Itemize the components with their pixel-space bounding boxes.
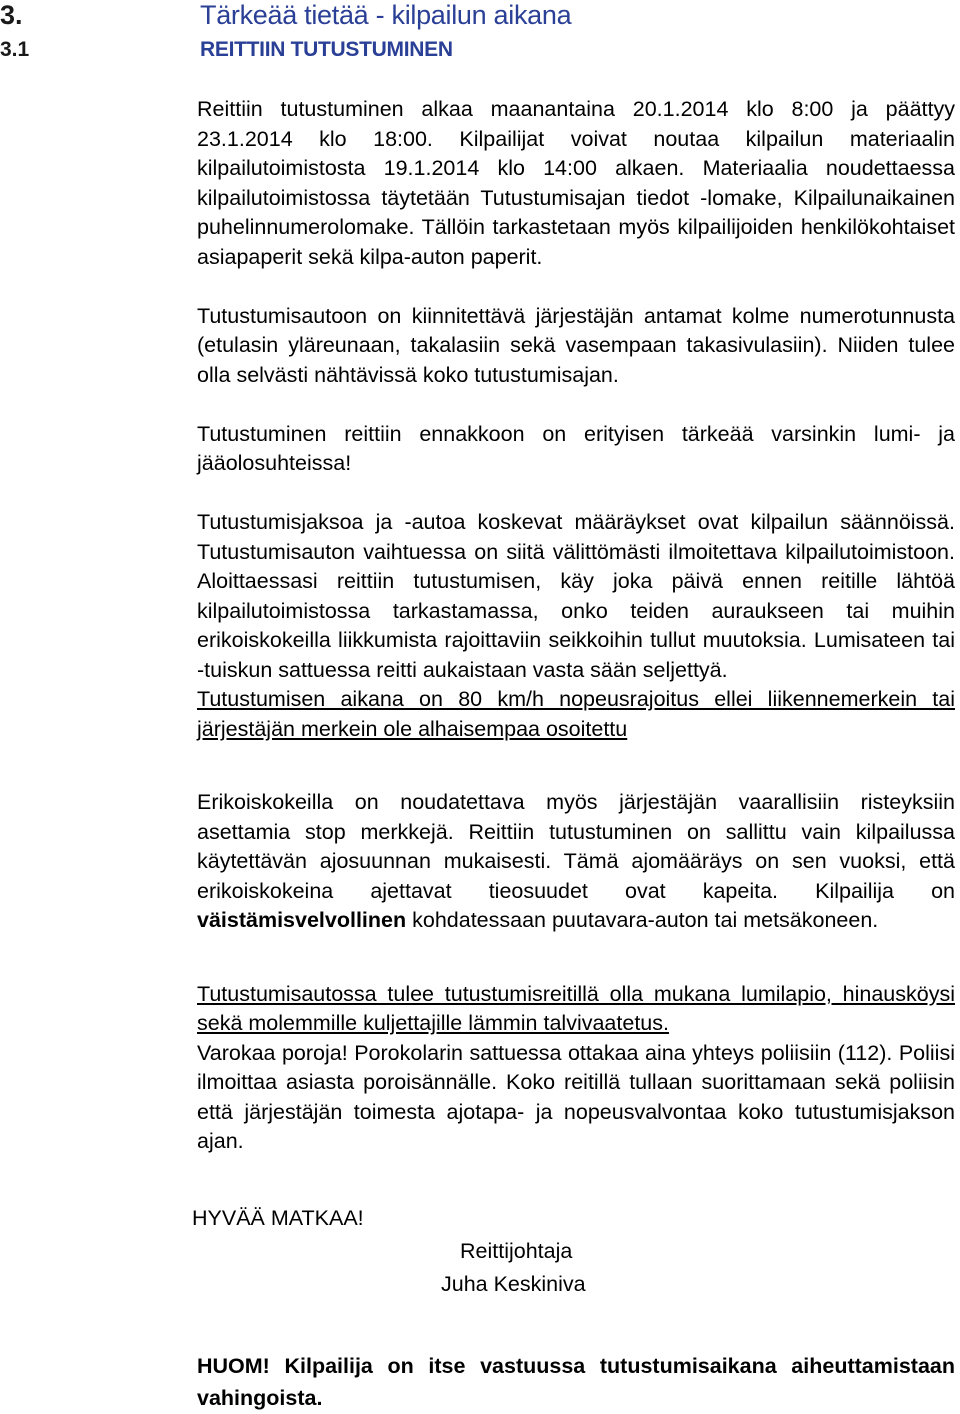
body-content (197, 95, 955, 1157)
paragraph-speed-limit: Tutustumisen aikana on 80 km/h nopeusrajoitus ellei liikennemerkein tai järjestäjän merkein ole alhaisempaa osoitettu (197, 687, 955, 741)
paragraph-equipment: Tutustumisautossa tulee tutustumisreitillä olla mukana lumilapio, hinausköysi sekä molemmille kuljettajille lämmin talvivaatetus. (197, 981, 955, 1035)
paragraph-special-stages-text: Erikoiskokeilla on noudatettava myös järjestäjän vaarallisiin risteyksiin asettamia stop merkkejä. Reittiin tutustuminen on sallittu vain kilpailussa käytettävän ajosuunnan mukaisesti. Tämä ajomääräys on sen vuoksi, että erikoiskokeina ajettavat tieosuudet ovat kapeita. Kilpailija on (197, 790, 955, 903)
liability-notice: HUOM! Kilpailija on itse vastuussa tutustumisaikana aiheuttamistaan vahingoista. (197, 1353, 955, 1410)
paragraph-special-stages-end: kohdatessaan puutavara-auton tai metsäkoneen. (406, 908, 879, 932)
paragraph-reindeer: Varokaa poroja! Porokolarin sattuessa ottakaa aina yhteys poliisiin (112). Poliisi ilmoittaa asiasta poroisännälle. Koko reitillä tullaan suorittamaan sekä poliisin että järjestäjän toimesta ajotapa- ja nopeusvalvontaa koko tutustumisjakson ajan. (197, 1040, 955, 1153)
paragraph-rules: Tutustumisjaksoa ja -autoa koskevat määräykset ovat kilpailun säännöissä. Tutustumisauton vaihtuessa on siitä välittömästi ilmoitettava kilpailutoimistoon. Aloittaessasi reittiin tutustumisen, käy joka päivä ennen reitille lähtöä kilpailutoimistossa tarkastamassa, onko teiden auraukseen tai muihin erikoiskokeilla liikkumista rajoittaviin seikkoihin tullut muutoksia. Lumisateen tai -tuiskun sattuessa reitti aukaistaan vasta sään seljettyä. (197, 510, 955, 682)
paragraph-schedule: Reittiin tutustuminen alkaa maanantaina 20.1.2014 klo 8:00 ja päättyy 23.1.2014 klo 18:00. Kilpailijat voivat noutaa kilpailun materiaalin kilpailutoimistosta 19.1.2014 klo 14:00 alkaen. Materiaalia noudettaessa kilpailutoimistossa täytetään Tutustumisajan tiedot -lomake, Kilpailunaikainen puhelinnumerolomake. Tällöin tarkastetaan myös kilpailijoiden henkilökohtaiset asiapaperit sekä kilpa-auton paperit. (197, 97, 955, 269)
signer-role: Reittijohtaja (460, 1239, 573, 1263)
subsection-title: REITTIIN TUTUSTUMINEN (200, 38, 453, 61)
paragraph-number-plates: Tutustumisautoon on kiinnitettävä järjestäjän antamat kolme numerotunnusta (etulasin yläreunaan, takalasiin sekä vasempaan takasivulasiin). Niiden tulee olla selvästi nähtävissä koko tutustumisajan. (197, 303, 955, 387)
signer-name: Juha Keskiniva (441, 1272, 586, 1296)
section-number: 3. (0, 0, 23, 30)
section-title: Tärkeää tietää - kilpailun aikana (200, 0, 572, 30)
paragraph-special-stages (197, 788, 955, 936)
closing-signature (0, 1206, 960, 1306)
yield-obligation-emphasis: väistämisvelvollinen (197, 908, 407, 932)
closing-greeting: HYVÄÄ MATKAA! (192, 1206, 364, 1230)
subsection-number: 3.1 (0, 38, 30, 61)
paragraph-importance: Tutustuminen reittiin ennakkoon on erityisen tärkeää varsinkin lumi- ja jääolosuhteissa! (197, 421, 955, 475)
